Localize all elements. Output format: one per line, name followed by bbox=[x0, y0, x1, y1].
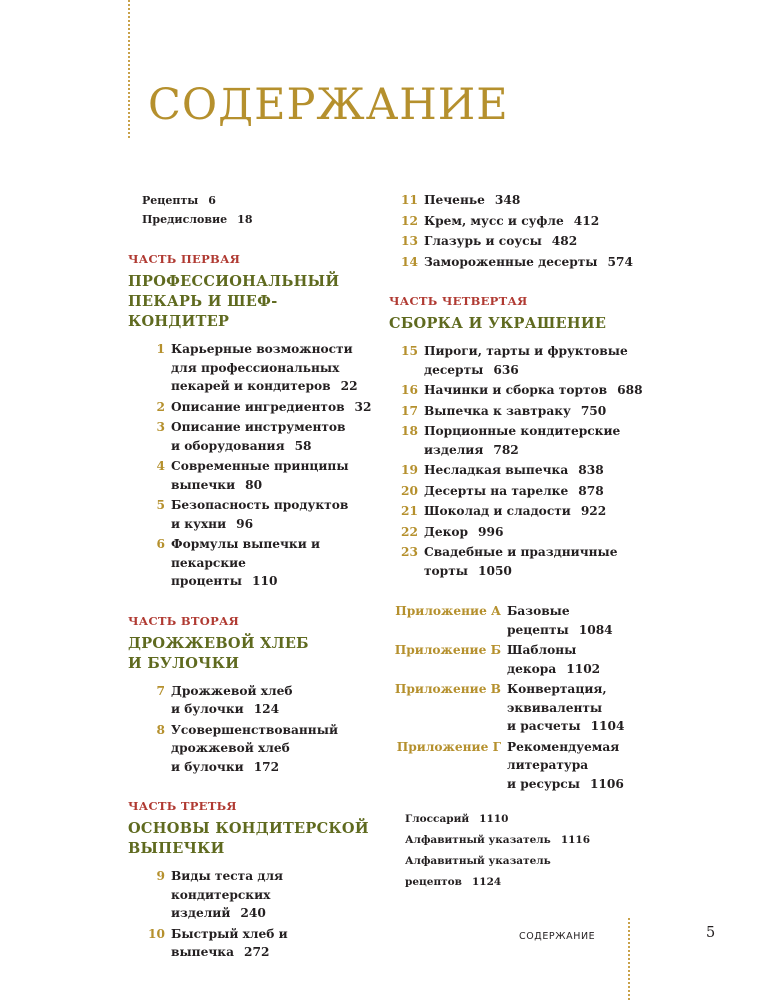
toc-front-item[interactable]: Рецепты 6 bbox=[142, 194, 216, 207]
chapter-number: 4 bbox=[156, 459, 165, 473]
chapter-number: 12 bbox=[401, 213, 418, 228]
decorative-dotted-rule-bottom bbox=[628, 918, 630, 1000]
page-ref: 22 bbox=[340, 379, 358, 393]
chapter-number: 23 bbox=[401, 545, 418, 559]
toc-appendix[interactable]: Приложение В Конвертация, эквиваленты и расчеты 1104 bbox=[389, 680, 649, 736]
toc-chapter[interactable]: 19 Несладкая выпечка 838 bbox=[389, 461, 649, 480]
chapter-number: 14 bbox=[401, 254, 418, 269]
page-ref: 110 bbox=[252, 574, 278, 588]
page-ref: 80 bbox=[245, 477, 263, 492]
page-ref: 482 bbox=[551, 234, 578, 248]
chapter-number: 7 bbox=[156, 683, 165, 698]
toc-appendix[interactable]: Приложение А Базовые рецепты 1084 bbox=[389, 602, 649, 639]
page-ref: 1102 bbox=[566, 661, 601, 676]
toc-chapter[interactable]: 20 Десерты на тарелке 878 bbox=[389, 482, 649, 501]
appendix-label: Приложение Г bbox=[396, 739, 501, 754]
part-label: ЧАСТЬ ВТОРАЯ bbox=[128, 613, 240, 628]
chapter-number: 15 bbox=[401, 344, 418, 358]
appendix-label: Приложение А bbox=[395, 604, 501, 618]
toc-chapter[interactable]: 17 Выпечка к завтраку 750 bbox=[389, 402, 649, 421]
page-ref: 1110 bbox=[479, 813, 509, 825]
appendix-label: Приложение В bbox=[394, 682, 501, 696]
toc-front-item[interactable]: Предисловие 18 bbox=[142, 213, 253, 226]
page-ref: 1084 bbox=[578, 622, 613, 637]
page-ref: 58 bbox=[294, 438, 312, 453]
toc-chapter[interactable]: 9 Виды теста для кондитерских изделий 240 bbox=[128, 867, 378, 923]
page-ref: 96 bbox=[236, 516, 254, 531]
toc-back-item[interactable]: Алфавитный указатель 1116 bbox=[405, 834, 591, 846]
toc-chapter[interactable]: 4 Современные принципы выпечки 80 bbox=[128, 457, 378, 494]
toc-chapter[interactable]: 22 Декор 996 bbox=[389, 523, 649, 542]
page-ref: 240 bbox=[240, 906, 266, 920]
part-title: ПРОФЕССИОНАЛЬНЫЙ ПЕКАРЬ И ШЕФ-КОНДИТЕР bbox=[128, 273, 340, 330]
page-ref: 32 bbox=[354, 399, 372, 414]
page-ref: 348 bbox=[494, 193, 521, 207]
toc-chapter[interactable]: 3 Описание инструментов и оборудования 58 bbox=[128, 418, 378, 455]
toc-chapter[interactable]: 1 Карьерные возможности для профессиональных пекарей и кондитеров 22 bbox=[128, 340, 378, 396]
toc-chapter[interactable]: 12 Крем, мусс и суфле 412 bbox=[389, 212, 649, 231]
appendix-label: Приложение Б bbox=[394, 643, 501, 657]
toc-appendix[interactable]: Приложение Б Шаблоны декора 1102 bbox=[389, 641, 649, 678]
chapter-number: 1 bbox=[156, 342, 165, 356]
chapter-number: 3 bbox=[156, 420, 165, 434]
page-ref: 172 bbox=[253, 759, 280, 774]
toc-back-item[interactable]: Алфавитный указатель рецептов 1124 bbox=[405, 855, 551, 888]
chapter-number: 21 bbox=[401, 504, 418, 518]
part-title: ДРОЖЖЕВОЙ ХЛЕБ И БУЛОЧКИ bbox=[128, 634, 309, 672]
toc-appendix[interactable]: Приложение Г Рекомендуемая литература и ресурсы 1106 bbox=[389, 738, 649, 794]
toc-chapter[interactable]: 13 Глазурь и соусы 482 bbox=[389, 232, 649, 251]
toc-chapter[interactable]: 7 Дрожжевой хлеб и булочки 124 bbox=[128, 682, 378, 719]
page-ref: 922 bbox=[580, 504, 607, 518]
toc-back-item[interactable]: Глоссарий 1110 bbox=[405, 813, 509, 825]
page-ref: 996 bbox=[478, 524, 504, 539]
running-footer: СОДЕРЖАНИЕ bbox=[519, 931, 596, 942]
toc-right-column bbox=[389, 191, 649, 893]
toc-chapter[interactable]: 2 Описание ингредиентов 32 bbox=[128, 398, 378, 417]
page-ref: 1124 bbox=[471, 876, 502, 888]
toc-left-column bbox=[128, 191, 378, 964]
page-ref: 124 bbox=[253, 702, 280, 716]
chapter-number: 17 bbox=[401, 403, 418, 418]
page-ref: 18 bbox=[237, 213, 253, 226]
page-ref: 838 bbox=[578, 463, 604, 477]
decorative-dotted-rule-top bbox=[128, 0, 130, 138]
page-ref: 574 bbox=[607, 254, 633, 269]
chapter-number: 13 bbox=[401, 234, 418, 248]
page-ref: 1116 bbox=[560, 834, 591, 846]
page-ref: 1106 bbox=[589, 776, 624, 791]
page-ref: 1104 bbox=[590, 719, 625, 733]
chapter-number: 19 bbox=[401, 463, 418, 477]
chapter-number: 11 bbox=[401, 193, 418, 207]
toc-chapter[interactable]: 6 Формулы выпечки и пекарские проценты 110 bbox=[128, 535, 378, 591]
page-ref: 878 bbox=[578, 483, 604, 498]
toc-chapter[interactable]: 8 Усовершенствованный дрожжевой хлеб и булочки 172 bbox=[128, 721, 378, 777]
page-ref: 782 bbox=[493, 442, 519, 457]
part-title: ОСНОВЫ КОНДИТЕРСКОЙ ВЫПЕЧКИ bbox=[128, 820, 369, 857]
toc-chapter[interactable]: 15 Пироги, тарты и фруктовые десерты 636 bbox=[389, 342, 649, 379]
toc-chapter[interactable]: 23 Свадебные и праздничные торты 1050 bbox=[389, 543, 649, 580]
part-label: ЧАСТЬ ПЕРВАЯ bbox=[128, 252, 241, 266]
page-ref: 750 bbox=[580, 403, 607, 418]
part-label: ЧАСТЬ ТРЕТЬЯ bbox=[128, 799, 237, 813]
chapter-number: 16 bbox=[401, 383, 418, 397]
page-number: 5 bbox=[706, 925, 716, 941]
toc-chapter[interactable]: 18 Порционные кондитерские изделия 782 bbox=[389, 422, 649, 459]
chapter-number: 18 bbox=[401, 424, 418, 438]
chapter-number: 20 bbox=[401, 483, 418, 498]
chapter-number: 5 bbox=[156, 498, 165, 512]
page-ref: 636 bbox=[493, 362, 519, 377]
toc-chapter[interactable]: 14 Замороженные десерты 574 bbox=[389, 253, 649, 272]
chapter-number: 6 bbox=[156, 537, 165, 551]
page-ref: 412 bbox=[573, 213, 600, 228]
page-ref: 1050 bbox=[477, 563, 512, 578]
chapter-number: 8 bbox=[156, 722, 165, 737]
toc-chapter[interactable]: 10 Быстрый хлеб и выпечка 272 bbox=[128, 925, 378, 962]
chapter-number: 2 bbox=[156, 399, 165, 414]
page-title: СОДЕРЖАНИЕ bbox=[148, 80, 509, 130]
chapter-number: 9 bbox=[156, 869, 165, 883]
toc-chapter[interactable]: 11 Печенье 348 bbox=[389, 191, 649, 210]
toc-chapter[interactable]: 5 Безопасность продуктов и кухни 96 bbox=[128, 496, 378, 533]
page-ref: 688 bbox=[617, 383, 643, 397]
chapter-number: 22 bbox=[401, 524, 418, 539]
part-title: СБОРКА И УКРАШЕНИЕ bbox=[389, 315, 607, 332]
toc-chapter[interactable]: 21 Шоколад и сладости 922 bbox=[389, 502, 649, 521]
part-label: ЧАСТЬ ЧЕТВЕРТАЯ bbox=[389, 294, 528, 308]
chapter-number: 10 bbox=[148, 926, 165, 941]
toc-chapter[interactable]: 16 Начинки и сборка тортов 688 bbox=[389, 381, 649, 400]
page-ref: 272 bbox=[243, 945, 270, 959]
page-ref: 6 bbox=[208, 194, 216, 207]
